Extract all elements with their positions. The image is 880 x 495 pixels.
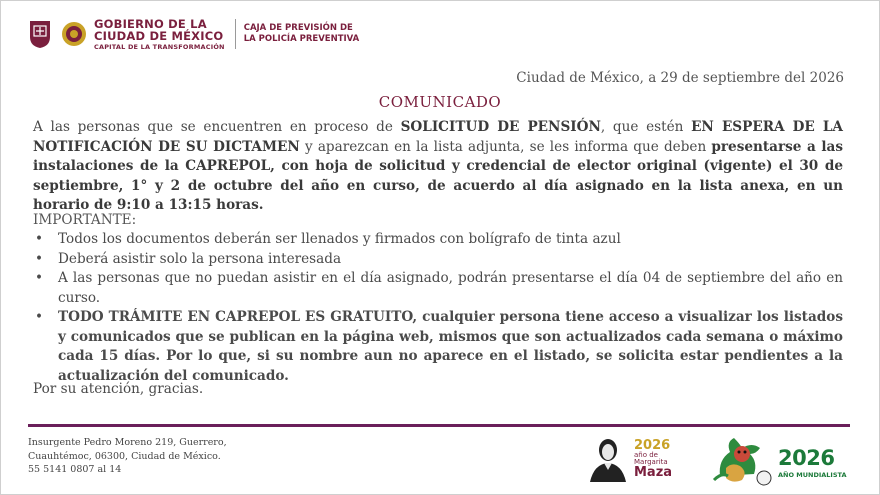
city-shield-icon	[28, 19, 52, 49]
main-paragraph	[33, 118, 843, 216]
body-text-3: y aparezcan en la lista adjunta, se les informa que deben	[299, 138, 712, 155]
body-text-2: , que estén	[600, 119, 692, 135]
bullet-marker: •	[35, 309, 44, 325]
maza-label-small2: Margarita	[634, 458, 668, 466]
body-bold-2: EN ESPERA DE LA NOTIFICACIÓN DE SU DICTAMEN	[33, 119, 843, 155]
address-line2: Cuauhtémoc, 06300, Ciudad de México.	[28, 450, 221, 462]
mundial-logo	[778, 446, 847, 479]
footer-address	[28, 436, 227, 477]
list-item-text: A las personas que no puedan asistir en el día asignado, podrán presentarse el día 04 de septiembre del año en curso.	[58, 270, 843, 306]
header-divider	[235, 19, 236, 49]
org-name-line1: CAJA DE PREVISIÓN DE	[243, 22, 353, 33]
maza-label-small1: año de	[634, 451, 658, 459]
margarita-maza-portrait-icon	[584, 436, 632, 482]
list-item	[33, 269, 843, 308]
document-title: COMUNICADO	[378, 93, 502, 111]
mundial-label: AÑO MUNDIALISTA	[778, 471, 847, 479]
maza-year: 2026	[634, 438, 671, 453]
bullet-marker: •	[35, 250, 44, 267]
phone-number: 55 5141 0807 al 14	[28, 464, 122, 475]
important-list	[33, 230, 843, 386]
maza-logo	[634, 439, 672, 479]
gov-seal-icon	[60, 17, 88, 51]
list-item-text: Todos los documentos deberán ser llenados y firmados con bolígrafo de tinta azul	[58, 231, 621, 247]
footer-rule	[28, 424, 850, 427]
list-item	[33, 230, 843, 250]
world-cup-mascot-icon	[712, 432, 776, 488]
mundial-year: 2026	[778, 446, 835, 470]
letterhead	[28, 14, 359, 54]
address-line1: Insurgente Pedro Moreno 219, Guerrero,	[28, 437, 227, 448]
body-bold-1: SOLICITUD DE PENSIÓN	[400, 119, 601, 135]
list-item-text: Deberá asistir solo la persona interesada	[58, 250, 342, 267]
list-item-text: TODO TRÁMITE EN CAPREPOL ES GRATUITO, cualquier persona tiene acceso a visualizar los listados y comunicados que se publican en la página web, mismos que son actualizados cada semana o máximo cada 15 días. Por lo que, si su nombre aun no aparece en el listado, se solicita estar pendientes a la actualización del comunicado.	[58, 309, 843, 384]
list-item	[33, 308, 843, 386]
maza-label-big: Maza	[634, 465, 673, 480]
document-date: Ciudad de México, a 29 de septiembre del 2026	[516, 70, 844, 86]
bullet-marker: •	[35, 231, 44, 247]
important-heading: IMPORTANTE:	[33, 212, 137, 228]
gov-slogan: CAPITAL DE LA TRANSFORMACIÓN	[94, 42, 225, 51]
gov-name-line1: GOBIERNO DE LA	[94, 16, 207, 31]
body-text-1: A las personas que se encuentren en proceso de	[33, 119, 401, 135]
body-bold-3: presentarse a las instalaciones de la CAPREPOL, con hoja de solicitud y credencial de elector original (vigente) el 30 de septiembre, 1° y 2 de octubre del año en curso, de acuerdo al día asignado en la lista anexa, en un horario de 9:10 a 13:15 horas.	[33, 138, 844, 213]
closing-text: Por su atención, gracias.	[33, 381, 204, 397]
bullet-marker: •	[35, 270, 44, 286]
list-item	[33, 250, 843, 270]
gov-name-line2: CIUDAD DE MÉXICO	[94, 28, 224, 43]
org-name-line2: LA POLICÍA PREVENTIVA	[243, 34, 360, 44]
